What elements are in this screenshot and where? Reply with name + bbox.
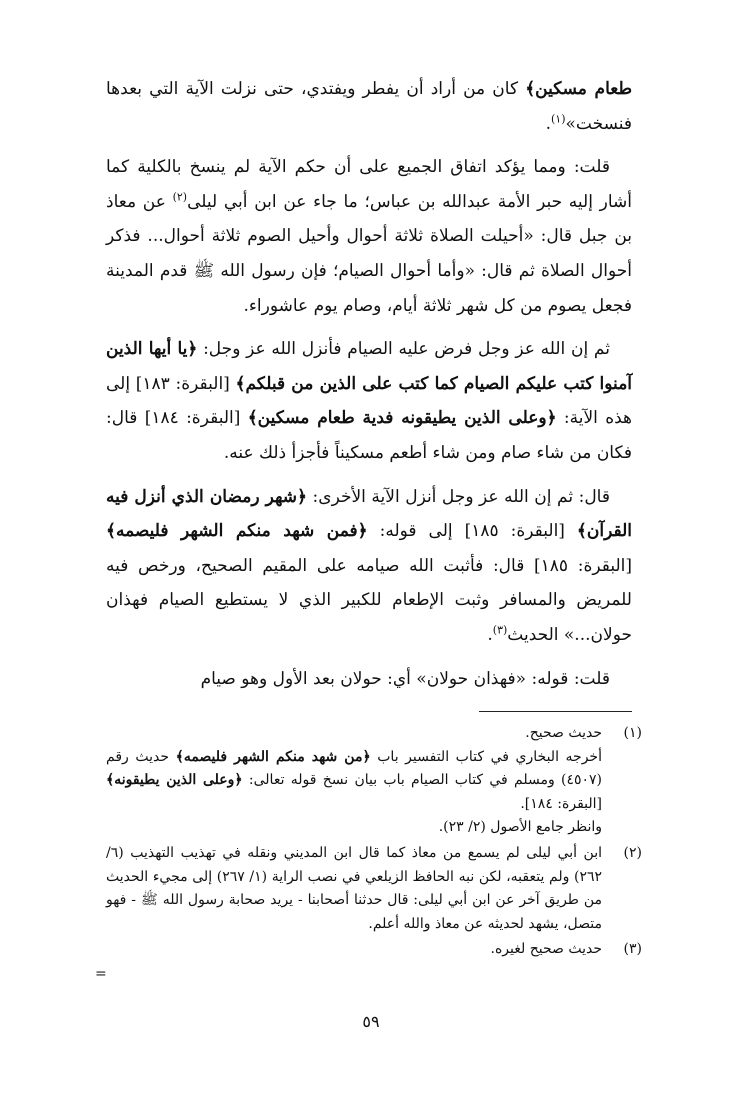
paragraph-text: عن معاذ بن جبل قال: «أحيلت الصلاة ثلاثة أحوال وأحيل الصوم ثلاثة أحوال... فذكر أحوال الصلاة ثم قال: «وأما أحوال الصيام؛ فإن رسول الله ﷺ قدم المدينة فجعل يصوم من كل شهر ثلاثة أيام، وصام يوم عاشوراء. [106, 191, 632, 316]
paragraph-text: قال: ثم إن الله عز وجل أنزل الآية الأخرى: [307, 486, 610, 507]
paragraph-text: [البقرة: ١٨٤] قال: فكان من شاء صام ومن شاء أطعم مسكيناً فأجزأ ذلك عنه. [106, 408, 632, 463]
paragraph-text: ثم إن الله عز وجل فرض عليه الصيام فأنزل الله عز وجل: [197, 339, 610, 360]
period: . [487, 624, 493, 645]
period: . [545, 113, 551, 134]
footnote-text [106, 842, 602, 936]
footnote-segment: حديث رقم (٤٥٠٧) ومسلم في كتاب الصيام باب بيان نسخ قوله تعالى: [106, 748, 603, 789]
footnote-ref-2[interactable]: (٢) [172, 190, 188, 204]
footnote-3 [106, 938, 642, 962]
quran-quote: ﴿شهر رمضان الذي أنزل فيه القرآن﴾ [106, 486, 632, 542]
footnote-2 [106, 842, 642, 936]
quran-quote: طعام مسكين﴾ [525, 79, 632, 99]
footnote-1 [106, 722, 642, 840]
footnote-ref-1[interactable]: (١) [550, 111, 566, 125]
quran-quote: ﴿وعلى الذين يطيقونه﴾ [106, 772, 243, 789]
footnote-line: وانظر جامع الأصول (٢/ ٢٣). [438, 819, 602, 836]
paragraph-1 [106, 72, 632, 141]
quran-quote: ﴿فمن شهد منكم الشهر فليصمه﴾ [106, 521, 368, 542]
footnote-line: ابن أبي ليلى لم يسمع من معاذ كما قال ابن المديني ونقله في تهذيب التهذيب (٦/ ٢٦٢) ولم يتعقبه، لكن نبه الحافظ الزيلعي في نصب الراية (١/ ٢٦٧) إلى مجيء الحديث من طريق آخر عن ابن أبي ليلى: قال حدثنا أصحابنا - يريد صحابة رسول الله ﷺ - فهو متصل، يشهد لحديثه عن معاذ والله أعلم. [106, 844, 603, 932]
footnote-text [106, 938, 602, 962]
paragraph-4 [106, 480, 632, 653]
paragraph-5 [106, 662, 632, 697]
paragraph-text: [البقرة: ١٨٣] إلى هذه الآية: [106, 373, 632, 429]
footnote-segment: [البقرة: ١٨٤]. [520, 795, 602, 812]
main-text [106, 72, 632, 705]
footnotes [106, 722, 642, 964]
footnote-text [106, 722, 602, 840]
footnote-line: حديث صحيح لغيره. [490, 941, 602, 958]
footnote-number: (٣) [623, 941, 642, 958]
continuation-mark: = [95, 966, 107, 982]
footnote-number: (٢) [623, 844, 642, 861]
paragraph-text: كان من أراد أن يفطر ويفتدي، حتى نزلت الآية التي بعدها فنسخت» [106, 79, 632, 134]
paragraph-3 [106, 332, 632, 470]
paragraph-text: [البقرة: ١٨٥] قال: فأثبت الله صيامه على المقيم الصحيح، ورخص فيه للمريض والمسافر وثبت الإطعام للكبير الذي لا يستطيع الصيام فهذان حولان...» الحديث [106, 555, 633, 645]
paragraph-text: قلت: ومما يؤكد اتفاق الجميع على أن حكم الآية لم ينسخ بالكلية كما أشار إليه حبر الأمة عبدالله بن عباس؛ ما جاء عن ابن أبي ليلى [106, 157, 633, 212]
footnote-number: (١) [623, 725, 642, 741]
paragraph-2 [106, 150, 632, 323]
paragraph-text: قلت: قوله: «فهذان حولان» أي: حولان بعد الأول وهو صيام [200, 668, 610, 689]
paragraph-text: [البقرة: ١٨٥] إلى قوله: [367, 521, 577, 542]
footnote-line [106, 746, 602, 817]
quran-quote: ﴿وعلى الذين يطيقونه فدية طعام مسكين﴾ [247, 408, 557, 429]
footnote-segment: أخرجه البخاري في كتاب التفسير باب [370, 748, 602, 765]
footnote-ref-3[interactable]: (٣) [492, 623, 508, 637]
page-number: ٥٩ [362, 1012, 380, 1031]
quran-quote: ﴿من شهد منكم الشهر فليصمه﴾ [175, 748, 371, 765]
footnote-separator [479, 711, 632, 712]
quran-quote: ﴿يا أيها الذين آمنوا كتب عليكم الصيام كما كتب على الذين من قبلكم﴾ [106, 339, 633, 394]
footnote-line: حديث صحيح. [525, 725, 602, 741]
